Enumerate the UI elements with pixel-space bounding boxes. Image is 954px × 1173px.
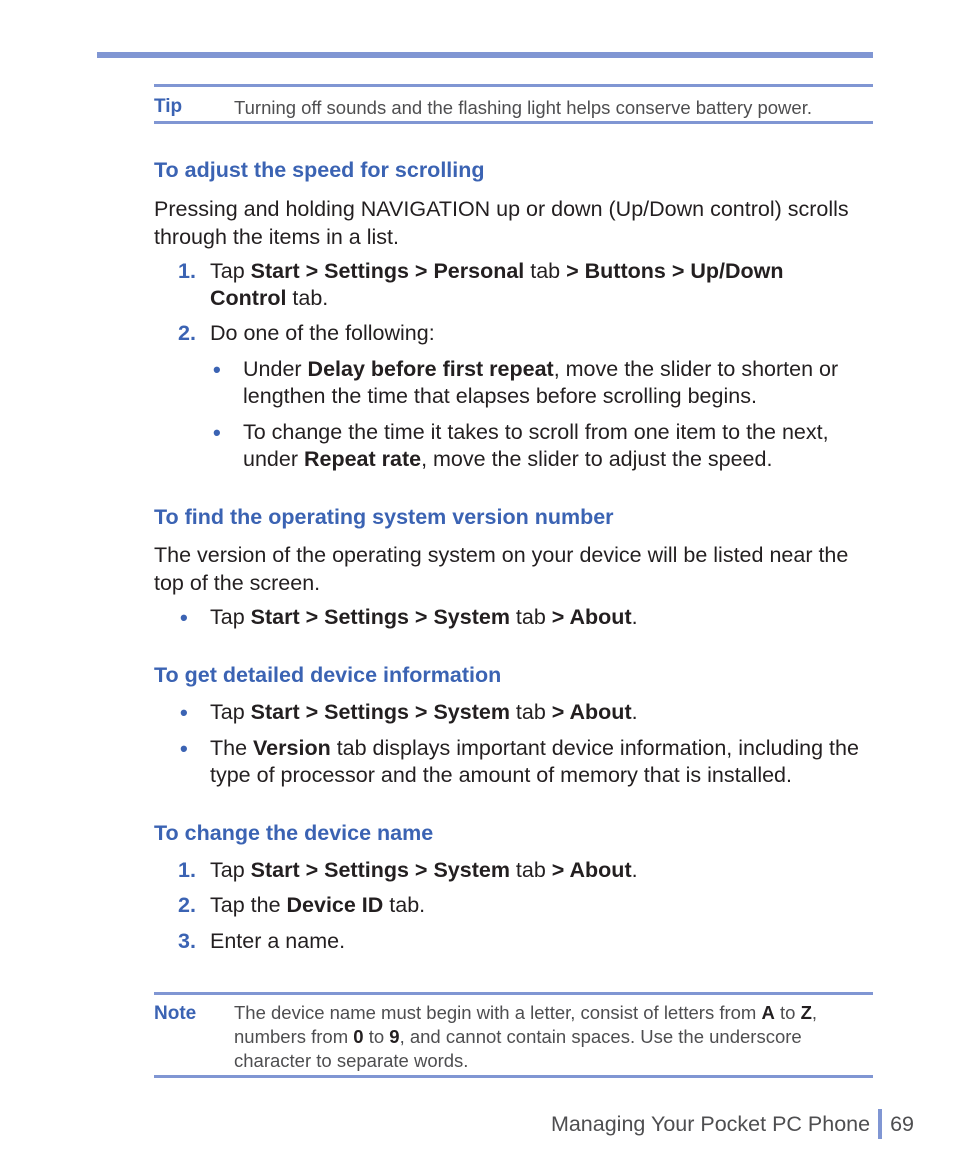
menu-path: > Buttons > Up/Down Control (210, 259, 784, 310)
note-text: The device name must begin with a letter, consist of letters from A to Z, numbers from 0 to 9, and cannot contain spaces. Use the underscore character to separate words. (234, 1002, 818, 1071)
list-item: 2. Tap the Device ID tab. (178, 893, 426, 917)
menu-path: > About (551, 858, 632, 882)
list-item: • Tap Start > Settings > System tab > About. (180, 700, 638, 725)
footer-divider (878, 1109, 882, 1139)
menu-path: Start > Settings > Personal (250, 259, 525, 283)
heading-device-name: To change the device name (154, 821, 434, 845)
tip-box (154, 84, 873, 124)
note-box (154, 992, 873, 1078)
step-number: 1. (178, 259, 196, 283)
menu-path: > About (551, 700, 632, 724)
bullet-icon: • (213, 357, 221, 382)
heading-device-info: To get detailed device information (154, 663, 502, 687)
list-item: 3. Enter a name. (178, 929, 346, 953)
heading-os-version: To find the operating system version number (154, 505, 614, 529)
bullet-icon: • (180, 736, 188, 761)
intro-os-version: The version of the operating system on your device will be listed near the top of the screen. (154, 543, 849, 595)
ui-term: Repeat rate (303, 447, 422, 471)
page-number: 69 (890, 1111, 914, 1136)
list-item: 1. Tap Start > Settings > System tab > About. (178, 858, 638, 882)
ui-term: Delay before first repeat (307, 357, 554, 381)
list-item: • Under Delay before first repeat, move the slider to shorten or lengthen the time that elapses before scrolling begins. (213, 357, 839, 408)
menu-path: > About (551, 605, 632, 629)
bullet-icon: • (180, 700, 188, 725)
page-footer (551, 1109, 914, 1139)
header-rule (97, 52, 873, 58)
intro-scroll-speed: Pressing and holding NAVIGATION up or down (Up/Down control) scrolls through the items in a list. (154, 197, 849, 249)
footer-title: Managing Your Pocket PC Phone (550, 1111, 871, 1136)
heading-scroll-speed: To adjust the speed for scrolling (154, 158, 485, 182)
menu-path: Start > Settings > System (250, 858, 510, 882)
step-number: 2. (178, 893, 196, 917)
step-number: 2. (178, 321, 196, 345)
list-item: 2. Do one of the following: (178, 321, 435, 345)
step-number: 1. (178, 858, 196, 882)
bullet-icon: • (213, 420, 221, 445)
note-label: Note (154, 1003, 197, 1024)
list-item: • Tap Start > Settings > System tab > About. (180, 605, 638, 630)
tip-label: Tip (154, 96, 183, 117)
bullet-icon: • (180, 605, 188, 630)
menu-path: Start > Settings > System (250, 605, 510, 629)
ui-term: Device ID (286, 893, 384, 917)
ui-term: Version (253, 736, 331, 760)
list-item: • To change the time it takes to scroll from one item to the next, under Repeat rate, move the slider to adjust the speed. (213, 420, 829, 471)
menu-path: Start > Settings > System (250, 700, 510, 724)
list-item: 1. Tap Start > Settings > Personal tab > Buttons > Up/Down Control tab. (178, 259, 784, 310)
list-item: • The Version tab displays important device information, including the type of processor and the amount of memory that is installed. (180, 736, 859, 787)
step-number: 3. (178, 929, 196, 953)
tip-text: Turning off sounds and the flashing light helps conserve battery power. (234, 97, 812, 118)
